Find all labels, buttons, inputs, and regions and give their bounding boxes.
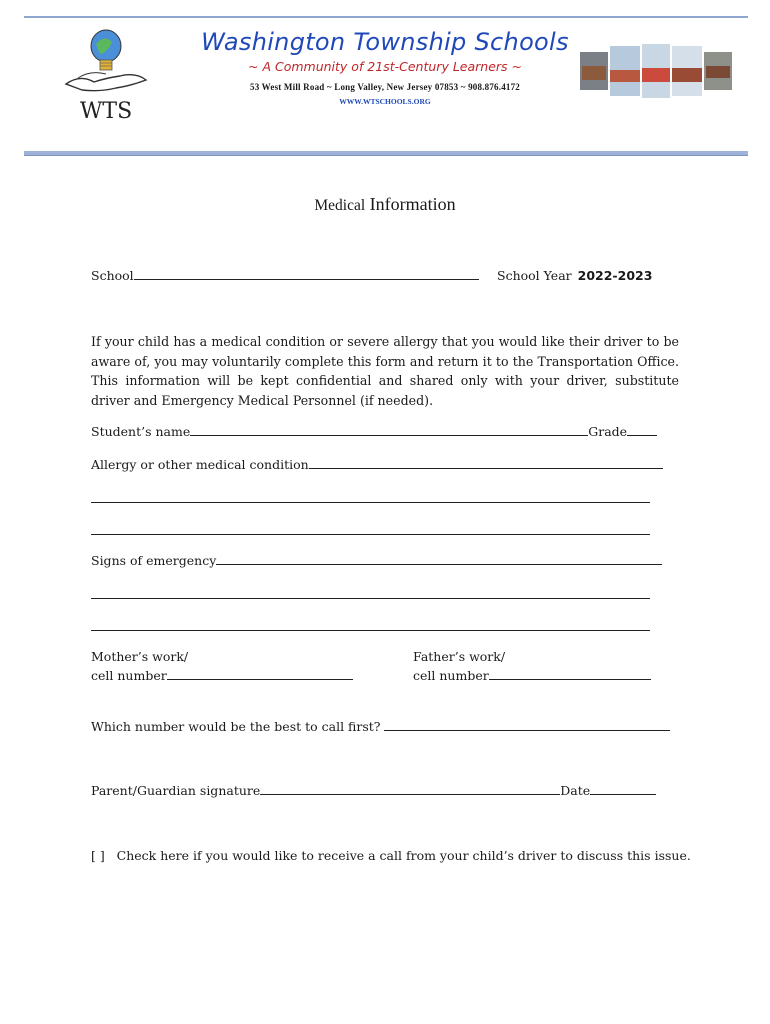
school-tagline: ~ A Community of 21st-Century Learners ~	[248, 59, 522, 74]
signs-label: Signs of emergency	[91, 553, 217, 568]
best-number-field	[91, 719, 670, 734]
header-bottom-rule	[24, 151, 748, 156]
call-request-label: Check here if you would like to receive a call from your child’s driver to discuss this issue.	[116, 848, 691, 863]
mother-cell-field	[91, 668, 353, 683]
father-work-label: Father’s work/	[413, 649, 506, 664]
mother-cell-input-line[interactable]	[167, 668, 353, 680]
school-year-field	[497, 268, 652, 283]
allergy-label: Allergy or other medical condition	[91, 457, 309, 472]
form-title-part2: Information	[369, 194, 456, 214]
call-request-checkbox[interactable]: [ ]	[91, 848, 105, 863]
allergy-continuation-line-1[interactable]	[91, 502, 650, 503]
form-title	[0, 194, 770, 215]
school-logo	[60, 26, 152, 126]
school-name: Washington Township Schools	[201, 28, 569, 56]
signs-input-line[interactable]	[216, 553, 662, 565]
student-name-label: Student’s name	[91, 424, 191, 439]
signature-field	[91, 783, 656, 798]
lightbulb-icon	[91, 30, 121, 70]
hand-icon	[66, 75, 146, 91]
allergy-field	[91, 457, 663, 472]
school-year-value: 2022-2023	[577, 268, 653, 283]
intro-paragraph: If your child has a medical condition or severe allergy that you would like their driver to be aware of, you may voluntarily complete this form and return it to the Transportation Office. This information will be kept confidential and shared only with your driver, substitute driver and Emergency Medical Personnel (if needed).	[91, 334, 679, 408]
allergy-continuation-line-2[interactable]	[91, 534, 650, 535]
mother-work-label: Mother’s work/	[91, 649, 189, 664]
school-label: School	[91, 268, 134, 283]
school-masthead	[190, 28, 580, 106]
student-name-input-line[interactable]	[190, 424, 588, 436]
school-photo-collage	[580, 42, 732, 100]
signature-label: Parent/Guardian signature	[91, 783, 261, 798]
school-field	[91, 268, 479, 283]
father-cell-label: cell number	[413, 668, 489, 683]
father-cell-input-line[interactable]	[489, 668, 651, 680]
school-website[interactable]: WWW.WTSCHOOLS.ORG	[339, 97, 431, 106]
call-request-field	[91, 848, 691, 863]
school-address: 53 West Mill Road ~ Long Valley, New Jersey 07853 ~ 908.876.4172	[250, 82, 520, 92]
header-top-rule	[24, 16, 748, 18]
form-title-part1: Medical	[314, 197, 366, 214]
grade-label: Grade	[588, 424, 628, 439]
best-number-label: Which number would be the best to call first?	[91, 719, 381, 734]
mother-cell-label: cell number	[91, 668, 167, 683]
school-year-label: School Year	[497, 268, 572, 283]
student-name-field	[91, 424, 657, 439]
allergy-input-line[interactable]	[309, 457, 663, 469]
grade-input-line[interactable]	[627, 424, 657, 436]
signs-field	[91, 553, 662, 568]
best-number-input-line[interactable]	[384, 719, 670, 731]
signature-input-line[interactable]	[260, 783, 560, 795]
signs-continuation-line-2[interactable]	[91, 630, 650, 631]
father-cell-field	[413, 668, 651, 683]
signs-continuation-line-1[interactable]	[91, 598, 650, 599]
date-input-line[interactable]	[590, 783, 656, 795]
date-label: Date	[560, 783, 591, 798]
school-input-line[interactable]	[134, 268, 479, 280]
logo-text: WTS	[79, 99, 133, 124]
